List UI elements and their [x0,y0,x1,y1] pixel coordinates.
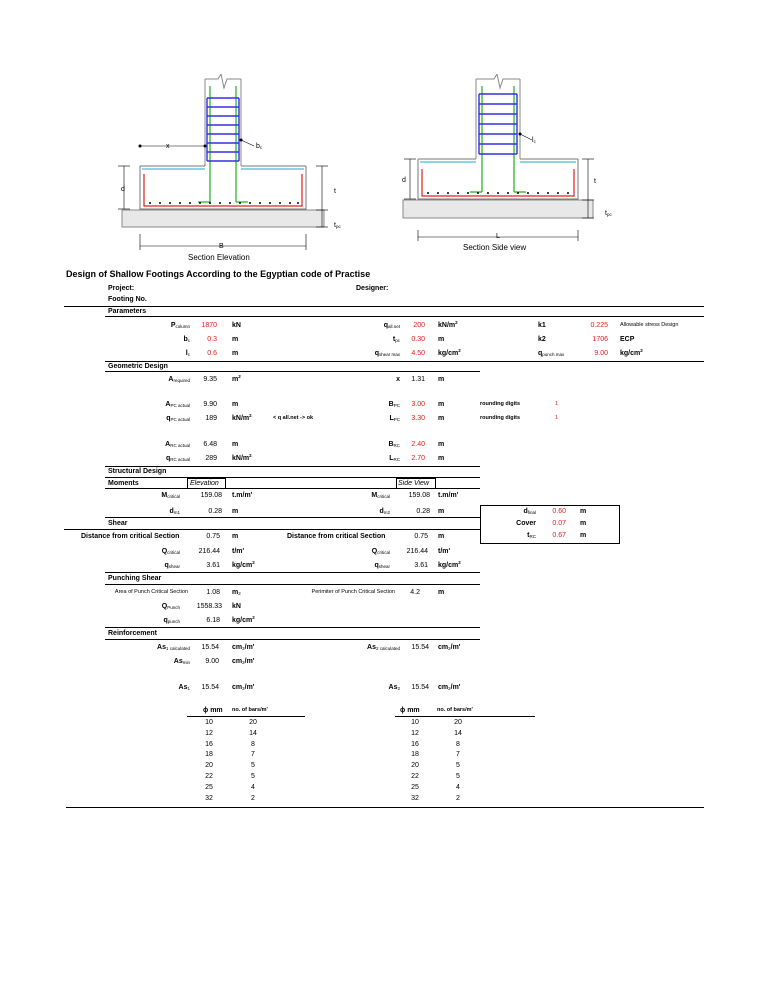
bar-count: 8 [251,740,255,748]
q-allnet-unit: $kN/m^2$ [438,320,458,329]
cover-label: Cover [516,520,536,527]
section-shear: Shear [108,520,128,527]
punch-perimeter-label: Perimiter of Punch Critical Section [311,589,395,595]
a-pc-actual-label: $A_{PC actual}$ [165,401,190,408]
bar-diameter: 22 [411,773,419,780]
footing-label: Footing No. [108,296,147,303]
bar-count: 7 [251,751,255,759]
page-title: Design of Shallow Footings According to the Egyptian code of Practise [66,269,371,279]
as1-value: 15.54 [201,684,219,691]
as-min-unit: $cm_2/m'$ [232,658,255,665]
x-value: 1.31 [411,376,425,383]
b-pc-value: 3.00 [411,401,425,408]
bar-count: 5 [456,773,460,780]
bar-count: 4 [251,783,255,791]
q-shear-max-label: $q_{shear max}$ [374,350,400,357]
as-min-label: $As_{min}$ [173,658,190,665]
lc-label: $l_c$ [185,350,190,357]
bar-diameter: 20 [411,762,419,770]
divider [64,529,480,530]
t-rc-value: 0.67 [552,532,566,539]
a-pc-actual-unit: m [232,401,239,408]
q-pc-actual-unit: $kN/m^2$ [232,413,252,422]
a-required-label: $A_{required}$ [168,376,190,383]
lc-unit: m [232,350,239,357]
lc-dim-label: $l_c$ [532,137,536,144]
q-shear-max-unit: $kg/cm^2$ [438,348,461,357]
bar-diameter: 22 [205,773,213,780]
k2-note: ECP [620,336,635,343]
k2-value: 1706 [592,336,608,343]
divider [105,466,480,467]
d-final-value: 0.60 [552,508,566,515]
a-rc-actual-unit: m [232,441,239,448]
rounding-digits-value: 1 [555,401,559,407]
side-view-header: Side View [398,480,430,487]
as2-unit: $cm_2/m'$ [438,684,461,691]
section-punching: Punching Shear [108,575,162,582]
divider [105,572,480,573]
bar-diameter: 12 [411,729,419,737]
distance-critical-2-label: Distance from critical Section [287,533,386,540]
d-final-label: $d_{final}$ [523,508,536,515]
q-punch-value: 1558.33 [196,603,222,610]
d-final-unit: m [580,508,587,515]
bar-diameter: 16 [411,740,419,748]
q-rc-actual-value: 289 [205,455,217,462]
rounding-digits-value: 1 [555,415,559,421]
bars-right-count-header: no. of bars/m' [437,707,473,713]
b-rc-value: 2.40 [411,441,425,448]
B-dim-label: B [219,243,224,250]
d-m2-value: 0.28 [416,508,430,515]
q-shear-1-label: $q_{shear}$ [164,562,180,569]
q-shear-2-value: 3.61 [414,562,428,569]
distance-critical-1-unit: m [232,533,239,540]
divider [105,488,480,489]
x-dim-label: x [166,143,170,150]
q-critical-1-value: 216.44 [198,548,220,555]
tpc-side-label: $t_{pc}$ [605,210,612,217]
q-critical-1-label: $Q_{critical}$ [161,548,180,555]
q-pc-check: < q all.net -> ok [273,415,314,421]
q-shear-2-unit: $kg/cm^2$ [438,560,461,569]
section-side-drawing [398,74,628,244]
tpc-label: $t_{pc}$ [392,336,400,343]
q-punch-stress-value: 6.18 [206,617,220,624]
q-critical-2-label: $Q_{critical}$ [371,548,390,555]
lc-value: 0.6 [207,350,217,357]
m-critical-2-unit: t.m/m' [438,492,459,499]
q-punch-unit: kN [232,603,241,610]
q-allnet-value: 200 [413,322,425,329]
as2-label: $As_2$ [388,684,400,691]
divider [105,639,480,640]
a-rc-actual-label: $A_{RC actual}$ [165,441,190,448]
d-m1-unit: m [232,508,239,515]
divider [66,807,704,808]
q-shear-2-label: $q_{shear}$ [374,562,390,569]
d-m1-value: 0.28 [208,508,222,515]
t-side-label: t [594,178,596,185]
bar-count: 20 [454,719,462,726]
bars-left-phi-header: ϕ mm [203,707,223,714]
l-rc-label: $L_{RC}$ [389,455,400,462]
m-critical-2-value: 159.08 [408,492,430,499]
k2-label: k2 [538,336,546,343]
m-critical-2-label: $M_{critical}$ [371,492,390,499]
divider [187,716,305,717]
distance-critical-2-value: 0.75 [414,533,428,540]
bar-count: 5 [251,773,255,780]
bar-count: 4 [456,783,460,791]
bar-diameter: 32 [411,794,419,802]
a-pc-actual-value: 9.90 [203,401,217,408]
divider [105,371,480,372]
section-parameters: Parameters [108,308,147,315]
b-pc-unit: m [438,401,445,408]
q-shear-max-value: 4.50 [411,350,425,357]
divider [105,584,480,585]
bar-diameter: 32 [205,794,213,802]
as2-calculated-unit: $cm_2/m'$ [438,644,461,651]
rounding-digits-label: rounding digits [480,401,521,407]
punch-area-value: 1.08 [206,589,220,596]
bar-count: 14 [249,729,257,737]
k1-value: 0.225 [590,322,608,329]
q-shear-1-unit: $kg/cm^2$ [232,560,255,569]
project-label: Project: [108,285,135,292]
d-m2-label: $d_{m2}$ [379,508,390,515]
m-critical-1-label: $M_{critical}$ [161,492,180,499]
a-required-unit: $m^2$ [232,374,241,383]
bar-count: 2 [456,794,460,802]
x-label: x [396,376,400,383]
q-critical-1-unit: t/m' [232,548,245,555]
cover-unit: m [580,520,587,527]
elevation-caption: Section Elevation [188,253,250,262]
q-punch-stress-unit: $kg/cm^2$ [232,615,255,624]
q-punch-max-value: 9.00 [594,350,608,357]
q-critical-2-value: 216.44 [406,548,428,555]
bar-count: 5 [456,762,460,770]
tpc-dim-label: $t_{pc}$ [334,222,341,229]
bar-count: 5 [251,762,255,770]
q-punch-max-unit: $kg/cm^2$ [620,348,643,357]
q-rc-actual-unit: $kN/m^2$ [232,453,252,462]
b-pc-label: $B_{PC}$ [388,401,400,408]
distance-critical-1-value: 0.75 [206,533,220,540]
q-rc-actual-label: $q_{RC actual}$ [165,455,190,462]
section-structural: Structural Design [108,468,167,475]
bar-count: 20 [249,719,257,726]
as1-calculated-unit: $cm_2/m'$ [232,644,255,651]
k1-note: Allowable stress Design [620,322,679,328]
tpc-value: 0.30 [411,336,425,343]
bar-diameter: 12 [205,729,213,737]
punch-perimeter-value: 4.2 [410,589,420,596]
L-dim-label: L [496,233,500,240]
b-rc-unit: m [438,441,445,448]
a-rc-actual-value: 6.48 [203,441,217,448]
section-elevation-drawing [110,74,350,268]
bar-diameter: 10 [205,719,213,726]
divider [105,517,480,518]
b-rc-label: $B_{RC}$ [388,441,400,448]
punch-perimeter-unit: m [438,589,445,596]
d-m1-label: $d_{m1}$ [169,508,180,515]
as1-unit: $cm_2/m'$ [232,684,255,691]
as2-calculated-label: $As_{2 calculated}$ [367,644,400,651]
divider [105,627,480,628]
bc-unit: m [232,336,239,343]
k1-label: k1 [538,322,546,329]
a-required-value: 9.35 [203,376,217,383]
punch-area-unit: $m_2$ [232,589,241,596]
m-critical-1-value: 159.08 [200,492,222,499]
p-column-unit: kN [232,322,241,329]
bar-diameter: 18 [411,751,419,759]
as-min-value: 9.00 [205,658,219,665]
distance-critical-1-label: Distance from critical Section [81,533,180,540]
bar-count: 14 [454,729,462,737]
divider [64,306,704,307]
bar-diameter: 20 [205,762,213,770]
bars-right-phi-header: ϕ mm [400,707,420,714]
d-m2-unit: m [438,508,445,515]
cover-value: 0.07 [552,520,566,527]
bars-left-count-header: no. of bars/m' [232,707,268,713]
section-geometric: Geometric Design [108,363,168,370]
bar-diameter: 25 [205,783,213,791]
rounding-digits-label: rounding digits [480,415,521,421]
side-caption: Section Side view [463,243,527,252]
as1-calculated-label: $As_{1 calculated}$ [157,644,190,651]
as2-calculated-value: 15.54 [411,644,429,651]
distance-critical-2-unit: m [438,533,445,540]
d-side-label: d [402,177,406,184]
bar-count: 8 [456,740,460,748]
l-rc-value: 2.70 [411,455,425,462]
q-allnet-label: $q_{all.net}$ [383,322,400,329]
t-rc-unit: m [580,532,587,539]
bc-value: 0.3 [207,336,217,343]
divider [105,316,704,317]
l-rc-unit: m [438,455,445,462]
section-reinforcement: Reinforcement [108,630,158,637]
q-punch-max-label: $q_{punch max}$ [538,350,565,357]
section-moments: Moments [108,480,139,487]
bc-dim-label: $b_c$ [256,143,263,150]
as1-label: $As_1$ [178,684,190,691]
divider [395,716,535,717]
elevation-header: Elevation [190,480,219,487]
bar-diameter: 10 [411,719,419,726]
q-pc-actual-label: $q_{PC actual}$ [166,415,190,422]
q-critical-2-unit: t/m' [438,548,451,555]
tpc-unit: m [438,336,445,343]
bar-diameter: 16 [205,740,213,748]
q-punch-label: $Q_{Punch}$ [161,603,180,610]
l-pc-unit: m [438,415,445,422]
divider [105,361,704,362]
bar-diameter: 25 [411,783,419,791]
bar-count: 2 [251,794,255,802]
m-critical-1-unit: t.m/m' [232,492,253,499]
as1-calculated-value: 15.54 [201,644,219,651]
as2-value: 15.54 [411,684,429,691]
q-punch-stress-label: $q_{punch}$ [163,617,180,624]
l-pc-value: 3.30 [411,415,425,422]
t-dim-label: t [334,188,336,195]
x-unit: m [438,376,445,383]
bar-diameter: 18 [205,751,213,759]
q-shear-1-value: 3.61 [206,562,220,569]
l-pc-label: $L_{PC}$ [389,415,400,422]
q-pc-actual-value: 189 [205,415,217,422]
p-column-value: 1870 [201,322,217,329]
bar-count: 7 [456,751,460,759]
p-column-label: $P_{column}$ [170,322,190,329]
punch-area-label: Area of Punch Critical Section [114,589,188,595]
t-rc-label: $t_{RC}$ [527,532,536,539]
bc-label: $b_c$ [183,336,190,343]
d-dim-label: d [121,186,125,193]
designer-label: Designer: [356,285,389,292]
